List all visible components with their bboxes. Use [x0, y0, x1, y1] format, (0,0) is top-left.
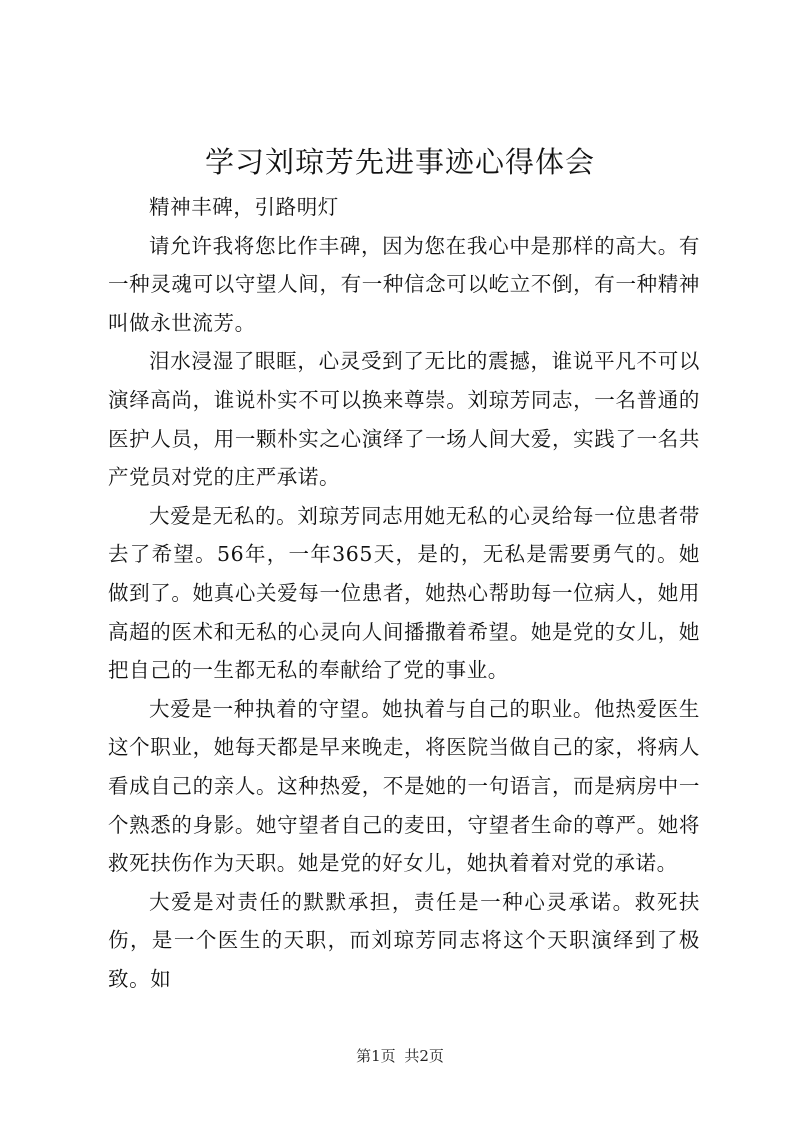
paragraph: 泪水浸湿了眼眶，心灵受到了无比的震撼，谁说平凡不可以演绎高尚，谁说朴实不可以换来尊崇。刘琼芳同志，一名普通的医护人员，用一颗朴实之心演绎了一场人间大爱，实践了一名共产党员对党的庄严承诺。	[108, 349, 700, 490]
paragraph-subtitle: 精神丰碑，引路明灯	[149, 195, 339, 219]
paragraph: 大爱是对责任的默默承担，责任是一种心灵承诺。救死扶伤，是一个医生的天职，而刘琼芳同志将这个天职演绎到了极致。如	[108, 889, 700, 991]
paragraph: 请允许我将您比作丰碑，因为您在我心中是那样的高大。有一种灵魂可以守望人间，有一种信念可以屹立不倒，有一种精神叫做永世流芳。	[108, 233, 700, 335]
page-footer	[0, 1046, 800, 1066]
document-body	[108, 188, 700, 998]
paragraph: 大爱是一种执着的守望。她执着与自己的职业。他热爱医生这个职业，她每天都是早来晚走，将医院当做自己的家，将病人看成自己的亲人。这种热爱，不是她的一句语言，而是病房中一个熟悉的身影。她守望者自己的麦田，守望者生命的尊严。她将救死扶伤作为天职。她是党的好女儿，她执着着对党的承诺。	[108, 696, 700, 876]
page-total: 共2页	[404, 1047, 444, 1065]
page-number: 第1页	[356, 1047, 396, 1065]
document-title: 学习刘琼芳先进事迹心得体会	[204, 145, 595, 179]
paragraph: 大爱是无私的。刘琼芳同志用她无私的心灵给每一位患者带去了希望。56年，一年365天，是的，无私是需要勇气的。她做到了。她真心关爱每一位患者，她热心帮助每一位病人，她用高超的医术和无私的心灵向人间播撒着希望。她是党的女儿，她把自己的一生都无私的奉献给了党的事业。	[108, 503, 700, 683]
